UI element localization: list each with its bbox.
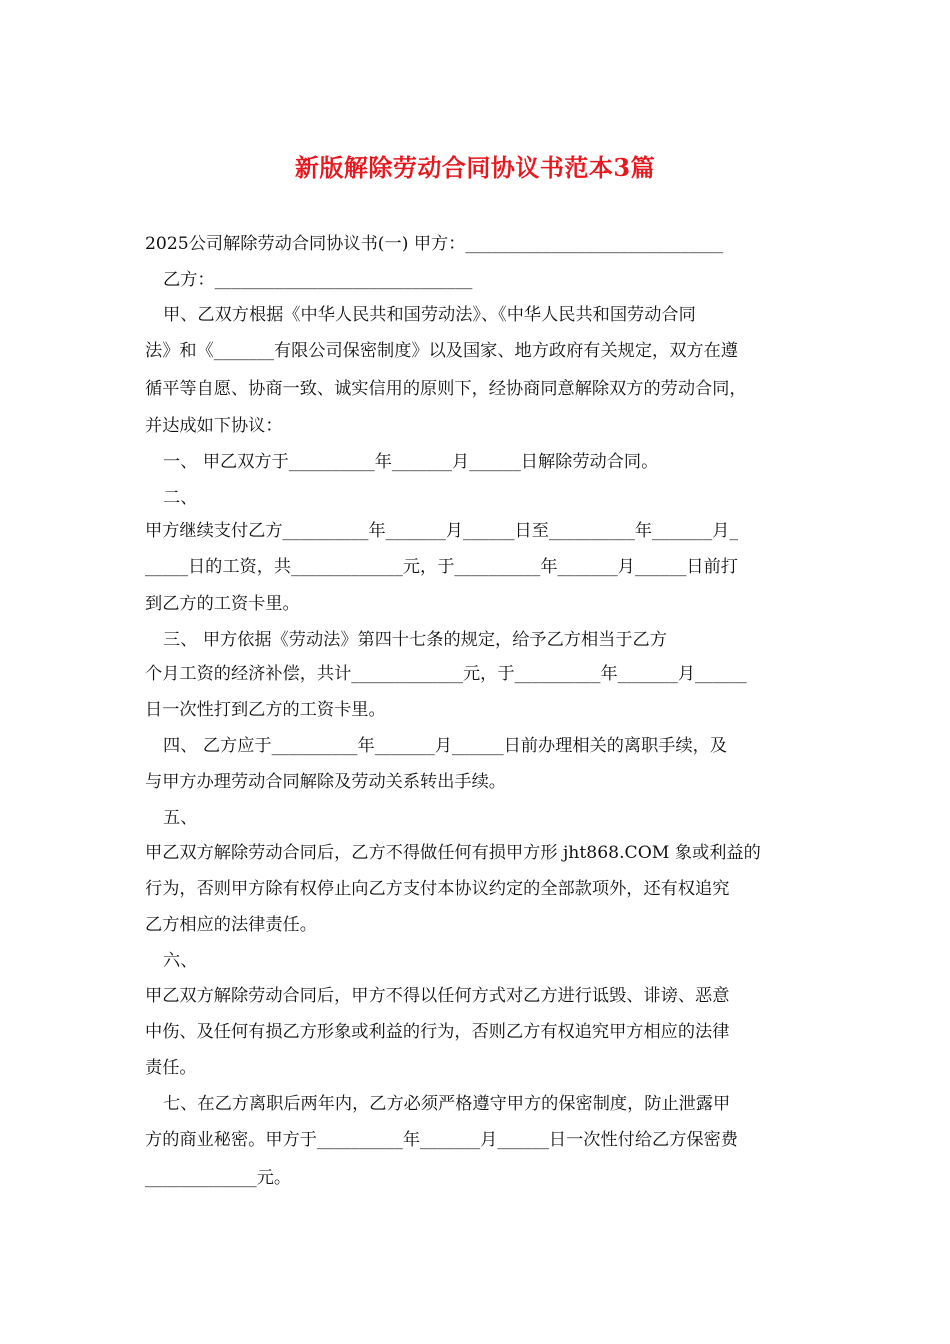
contract-heading-line: 2025公司解除劳动合同协议书(一) 甲方：______________________________ bbox=[145, 234, 724, 254]
paragraph-line: _____________元。 bbox=[145, 1168, 292, 1188]
clause-6-label: 六、 bbox=[163, 951, 198, 971]
paragraph-line: _____日的工资，共_____________元，于__________年_______月______日前打 bbox=[145, 557, 738, 577]
paragraph-line: 甲乙双方解除劳动合同后，甲方不得以任何方式对乙方进行诋毁、诽谤、恶意 bbox=[145, 986, 730, 1006]
paragraph-line: 方的商业秘密。甲方于__________年_______月______日一次性付给乙方保密费 bbox=[145, 1130, 738, 1150]
paragraph-line: 甲方继续支付乙方__________年_______月______日至__________年_______月_ bbox=[145, 521, 738, 541]
paragraph-line: 责任。 bbox=[145, 1058, 197, 1078]
paragraph-line: 甲、乙双方根据《中华人民共和国劳动法》、《中华人民共和国劳动合同 bbox=[163, 305, 696, 325]
paragraph-line: 法》和《_______有限公司保密制度》以及国家、地方政府有关规定，双方在遵 bbox=[145, 341, 738, 361]
document-title: 新版解除劳动合同协议书范本3篇 bbox=[294, 153, 656, 182]
paragraph-line: 个月工资的经济补偿，共计_____________元，于__________年_______月______ bbox=[145, 664, 747, 684]
paragraph-line: 行为，否则甲方除有权停止向乙方支付本协议约定的全部款项外，还有权追究 bbox=[145, 879, 730, 899]
clause-1-line: 一、 甲乙双方于__________年_______月______日解除劳动合同。 bbox=[163, 452, 659, 472]
paragraph-line: 日一次性打到乙方的工资卡里。 bbox=[145, 700, 386, 720]
paragraph-line: 并达成如下协议： bbox=[145, 416, 283, 436]
party-b-line: 乙方：______________________________ bbox=[163, 270, 473, 290]
clause-4-line: 四、 乙方应于__________年_______月______日前办理相关的离职手续，及 bbox=[163, 736, 728, 756]
paragraph-line: 与甲方办理劳动合同解除及劳动关系转出手续。 bbox=[145, 772, 506, 792]
paragraph-line: 中伤、及任何有损乙方形象或利益的行为，否则乙方有权追究甲方相应的法律 bbox=[145, 1022, 730, 1042]
paragraph-line: 循平等自愿、协商一致、诚实信用的原则下，经协商同意解除双方的劳动合同， bbox=[145, 379, 747, 399]
paragraph-line: 到乙方的工资卡里。 bbox=[145, 594, 300, 614]
clause-7-line: 七、在乙方离职后两年内，乙方必须严格遵守甲方的保密制度，防止泄露甲 bbox=[163, 1094, 731, 1114]
clause-2-label: 二、 bbox=[163, 488, 198, 508]
paragraph-line: 甲乙双方解除劳动合同后，乙方不得做任何有损甲方形 jht868.COM 象或利益的 bbox=[145, 843, 761, 863]
clause-3-line: 三、 甲方依据《劳动法》第四十七条的规定，给予乙方相当于乙方 bbox=[163, 630, 667, 650]
paragraph-line: 乙方相应的法律责任。 bbox=[145, 915, 317, 935]
clause-5-label: 五、 bbox=[163, 808, 198, 828]
